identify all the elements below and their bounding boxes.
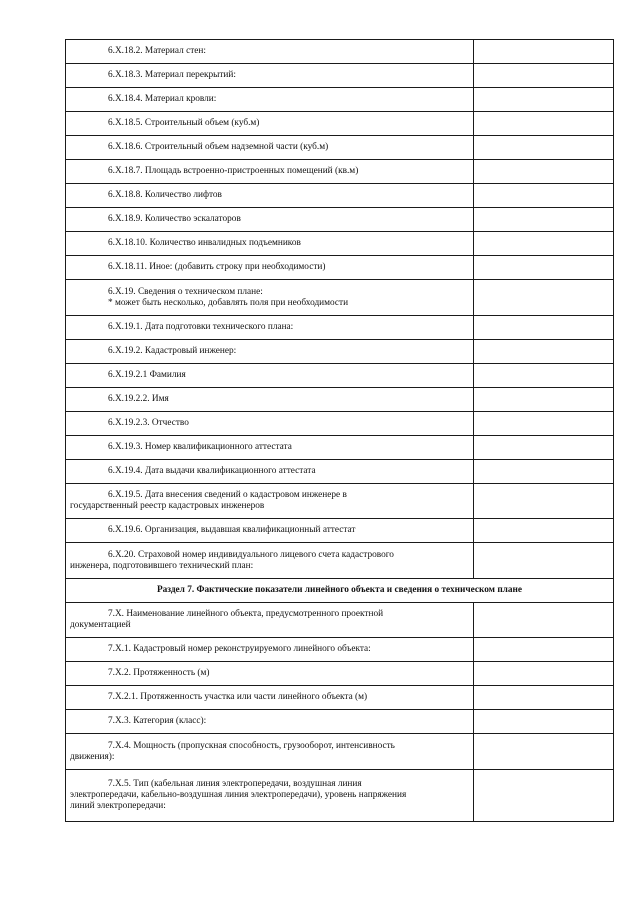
value-cell[interactable] — [474, 519, 614, 543]
table-row — [66, 232, 614, 256]
row-label-text: 6.X.19.2.2. Имя — [108, 394, 169, 404]
row-note-text: * может быть несколько, добавлять поля при необходимости — [108, 297, 349, 308]
table-row — [66, 734, 614, 770]
table-row — [66, 64, 614, 88]
value-cell[interactable] — [474, 484, 614, 519]
table-row — [66, 40, 614, 64]
row-label-text: 6.X.18.11. Иное: (добавить строку при необходимости) — [108, 262, 326, 272]
value-cell[interactable] — [474, 280, 614, 316]
table-row — [66, 364, 614, 388]
value-cell[interactable] — [474, 638, 614, 662]
row-label — [66, 388, 474, 412]
value-cell[interactable] — [474, 208, 614, 232]
value-cell[interactable] — [474, 232, 614, 256]
table-row — [66, 256, 614, 280]
row-label-text-cont: государственный реестр кадастровых инженеров — [70, 501, 265, 511]
table-row — [66, 770, 614, 822]
row-label — [66, 710, 474, 734]
row-label — [66, 256, 474, 280]
table-row — [66, 412, 614, 436]
row-label — [66, 519, 474, 543]
value-cell[interactable] — [474, 436, 614, 460]
row-label-text: 7.X.3. Категория (класс): — [108, 716, 207, 726]
table-row — [66, 88, 614, 112]
value-cell[interactable] — [474, 316, 614, 340]
row-label — [66, 112, 474, 136]
table-row — [66, 160, 614, 184]
row-label-text: 7.X.5. Тип (кабельная линия электропередачи, воздушная линия — [108, 779, 362, 789]
row-label-text: 7.X.2.1. Протяженность участка или части линейного объекта (м) — [108, 692, 368, 702]
row-label-text-cont: линий электропередачи: — [70, 801, 166, 811]
row-label — [66, 232, 474, 256]
row-label — [66, 316, 474, 340]
row-label-text: 6.X.19.1. Дата подготовки технического плана: — [108, 322, 294, 332]
row-label — [66, 208, 474, 232]
value-cell[interactable] — [474, 136, 614, 160]
row-label — [66, 136, 474, 160]
table-row — [66, 638, 614, 662]
row-label-text: 6.X.19.2.1 Фамилия — [108, 370, 186, 380]
row-label — [66, 460, 474, 484]
row-label-text: 6.X.19.2. Кадастровый инженер: — [108, 346, 237, 356]
row-label-text: 6.X.18.8. Количество лифтов — [108, 190, 222, 200]
row-label — [66, 686, 474, 710]
value-cell[interactable] — [474, 364, 614, 388]
row-label — [66, 770, 474, 822]
row-label-text-cont: инженера, подготовившего технический план: — [70, 560, 254, 571]
value-cell[interactable] — [474, 64, 614, 88]
value-cell[interactable] — [474, 734, 614, 770]
row-label-text: 6.X.19.6. Организация, выдавшая квалификационный аттестат — [108, 525, 356, 535]
row-label-text: 6.X.18.3. Материал перекрытий: — [108, 70, 236, 80]
row-label — [66, 184, 474, 208]
table-row — [66, 340, 614, 364]
value-cell[interactable] — [474, 184, 614, 208]
row-label — [66, 734, 474, 770]
row-label — [66, 436, 474, 460]
table-row — [66, 112, 614, 136]
row-label-text: 6.X.19. Сведения о техническом плане: — [108, 286, 263, 297]
value-cell[interactable] — [474, 662, 614, 686]
value-cell[interactable] — [474, 40, 614, 64]
row-label-text: 6.X.20. Страховой номер индивидуального лицевого счета кадастрового — [108, 549, 394, 560]
value-cell[interactable] — [474, 770, 614, 822]
table-row — [66, 184, 614, 208]
value-cell[interactable] — [474, 686, 614, 710]
row-label-text-cont: электропередачи, кабельно-воздушная линия электропередачи), уровень напряжения — [70, 790, 407, 800]
table-row — [66, 484, 614, 519]
table-row — [66, 316, 614, 340]
row-label-text: 6.X.18.6. Строительный объем надземной части (куб.м) — [108, 142, 329, 152]
value-cell[interactable] — [474, 543, 614, 579]
table-row — [66, 543, 614, 579]
row-label — [66, 638, 474, 662]
row-label — [66, 88, 474, 112]
row-label-text-cont: движения): — [70, 751, 115, 762]
table-row — [66, 460, 614, 484]
value-cell[interactable] — [474, 160, 614, 184]
row-label-text: 6.X.18.7. Площадь встроенно-пристроенных помещений (кв.м) — [108, 166, 359, 176]
row-label-text: 6.X.19.3. Номер квалификационного аттестата — [108, 442, 292, 452]
row-label — [66, 160, 474, 184]
row-label-text: 6.X.19.2.3. Отчество — [108, 418, 189, 428]
value-cell[interactable] — [474, 412, 614, 436]
row-label-text: 6.X.19.4. Дата выдачи квалификационного аттестата — [108, 466, 316, 476]
row-label — [66, 484, 474, 519]
value-cell[interactable] — [474, 460, 614, 484]
row-label-text: 6.X.18.4. Материал кровли: — [108, 94, 217, 104]
row-label-text: 7.X.4. Мощность (пропускная способность, грузооборот, интенсивность — [108, 740, 395, 751]
row-label — [66, 364, 474, 388]
table-row — [66, 136, 614, 160]
row-label-text: 7.X.1. Кадастровый номер реконструируемого линейного объекта: — [108, 644, 371, 654]
row-label-text: 7.X.2. Протяженность (м) — [108, 668, 210, 678]
row-label — [66, 543, 474, 579]
row-label — [66, 280, 474, 316]
row-label — [66, 603, 474, 638]
table-row — [66, 208, 614, 232]
value-cell[interactable] — [474, 710, 614, 734]
table-row — [66, 662, 614, 686]
value-cell[interactable] — [474, 603, 614, 638]
section-heading-row — [66, 579, 614, 603]
row-label-text-cont: документацией — [70, 620, 131, 630]
table-row — [66, 519, 614, 543]
row-label-text: 6.X.19.5. Дата внесения сведений о кадастровом инженере в — [108, 490, 347, 500]
row-label — [66, 64, 474, 88]
value-cell[interactable] — [474, 88, 614, 112]
form-table — [65, 39, 614, 822]
table-row — [66, 686, 614, 710]
row-label — [66, 662, 474, 686]
row-label-text: 6.X.18.2. Материал стен: — [108, 46, 206, 56]
table-row — [66, 280, 614, 316]
table-row — [66, 436, 614, 460]
row-label — [66, 340, 474, 364]
section-heading: Раздел 7. Фактические показатели линейного объекта и сведения о техническом плане — [66, 579, 614, 603]
table-row — [66, 710, 614, 734]
value-cell[interactable] — [474, 340, 614, 364]
row-label-text: 6.X.18.10. Количество инвалидных подъемников — [108, 238, 301, 248]
table-row — [66, 388, 614, 412]
row-label-text: 6.X.18.9. Количество эскалаторов — [108, 214, 241, 224]
row-label-text: 6.X.18.5. Строительный объем (куб.м) — [108, 118, 260, 128]
row-label-text: 7.X. Наименование линейного объекта, предусмотренного проектной — [108, 609, 384, 619]
value-cell[interactable] — [474, 256, 614, 280]
value-cell[interactable] — [474, 388, 614, 412]
value-cell[interactable] — [474, 112, 614, 136]
row-label — [66, 40, 474, 64]
row-label — [66, 412, 474, 436]
table-row — [66, 603, 614, 638]
